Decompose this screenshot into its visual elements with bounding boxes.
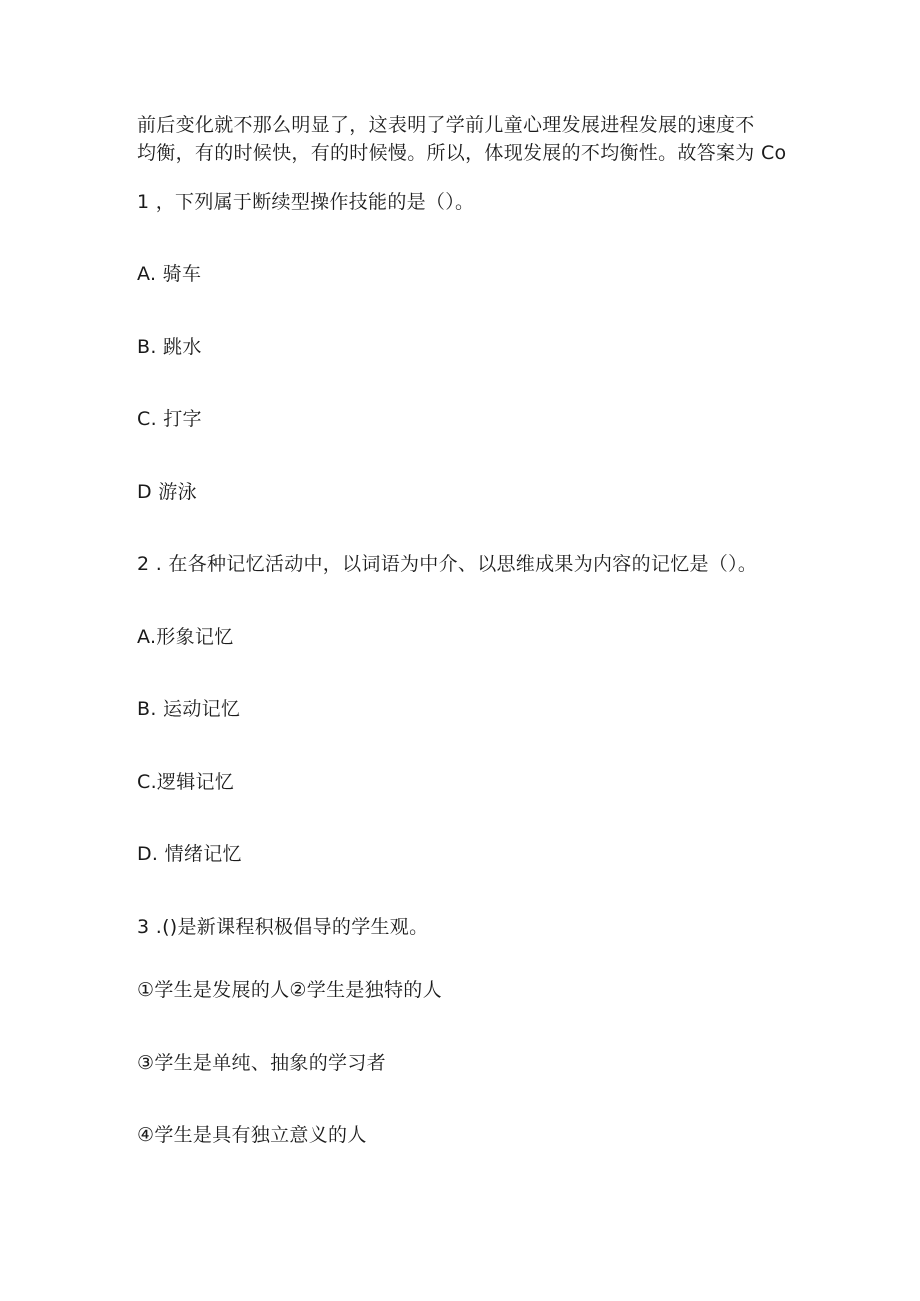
question-2-option-a: A.形象记忆 (137, 626, 234, 648)
question-1-option-d: D 游泳 (137, 481, 197, 503)
question-3-stem: 3 .()是新课程积极倡导的学生观。 (137, 916, 429, 938)
question-2-stem: 2 . 在各种记忆活动中，以词语为中介、以思维成果为内容的记忆是（）。 (137, 553, 758, 575)
question-3-statement-1: ①学生是发展的人②学生是独特的人 (137, 979, 442, 1001)
question-1-option-b: B. 跳水 (137, 336, 202, 358)
question-1-stem: 1 ，下列属于断续型操作技能的是（）。 (137, 191, 475, 213)
intro-line-2: 均衡，有的时候快，有的时候慢。所以，体现发展的不均衡性。故答案为 Co (137, 142, 787, 164)
question-2-option-d: D. 情绪记忆 (137, 843, 242, 865)
question-3-statement-3: ④学生是具有独立意义的人 (137, 1124, 367, 1146)
intro-line-1: 前后变化就不那么明显了，这表明了学前儿童心理发展进程发展的速度不 (137, 114, 755, 136)
question-2-option-c: C.逻辑记忆 (137, 771, 235, 793)
question-3-statement-2: ③学生是单纯、抽象的学习者 (137, 1052, 386, 1074)
question-2-option-b: B. 运动记忆 (137, 698, 241, 720)
question-1-option-a: A. 骑车 (137, 263, 202, 285)
question-1-option-c: C. 打字 (137, 408, 202, 430)
